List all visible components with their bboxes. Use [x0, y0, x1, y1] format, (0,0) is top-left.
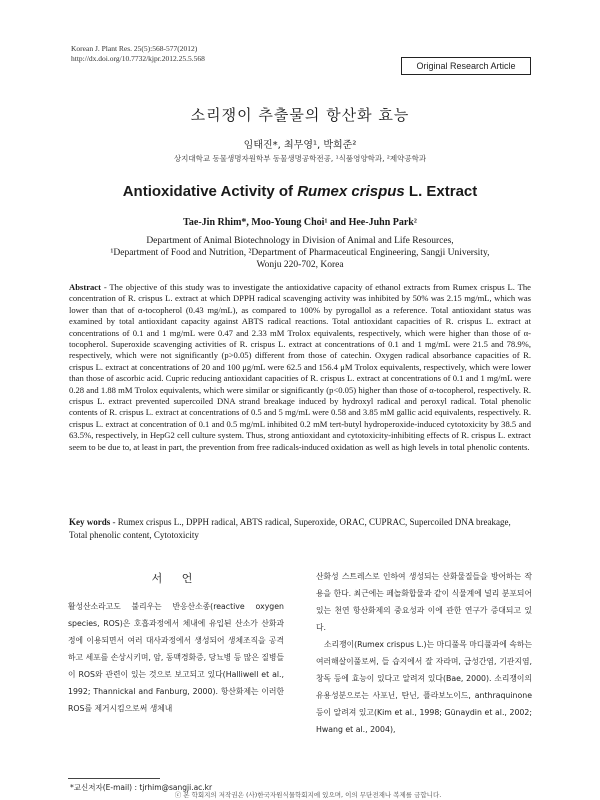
intro-right-paragraph-2: 소리쟁이(Rumex crispus L.)는 마디풀목 마디풀과에 속하는 여러해살이풀로써, 들 습지에서 잘 자라며, 급성간염, 기관지염, 창독 등에 효능이 있다고 알려져 있다(Bae, 2000). 소리쟁이의 유용성분으로는 사포닌, 탄닌, 플라보노이드, anthraquinone 등이 알려져 있고(Kim et al., 1998; Günaydin et al., 2002; Hwang et al., 2004),: [316, 640, 532, 734]
journal-doi[interactable]: http://dx.doi.org/10.7732/kjpr.2012.25.5.568: [71, 54, 205, 63]
journal-citation: Korean J. Plant Res. 25(5):568-577(2012): [71, 44, 198, 53]
article-type-badge: Original Research Article: [401, 57, 531, 75]
intro-left-column: 활성산소라고도 불리우는 반응산소종(reactive oxygen species, ROS)은 호흡과정에서 체내에 유입된 산소가 산화과정에 이용되면서 여러 대사과정에서 생성되어 생체조직을 공격하고 세포를 손상시키며, 암, 동맥경화증, 당뇨병 등 많은 질병들이 ROS와 관련이 있는 것으로 보고되고 있다(Halliwell et al., 1992; Thannickal and Fanburg, 2000). 항산화제는 이러한 ROS를 제거시킴으로써 생체내: [68, 602, 284, 713]
english-title-species: Rumex crispus: [297, 183, 405, 200]
abstract-label: Abstract: [69, 282, 101, 292]
keywords-text: - Rumex crispus L., DPPH radical, ABTS radical, Superoxide, ORAC, CUPRAC, Supercoiled DNA breakage, Total phenolic content, Cytotoxicity: [69, 517, 511, 540]
english-title-post: L. Extract: [404, 183, 478, 200]
english-authors: Tae-Jin Rhim*, Moo-Young Choi¹ and Hee-Juhn Park²: [183, 217, 417, 228]
korean-authors: 임태진*, 최무영¹, 박희준²: [243, 140, 357, 151]
english-affiliation: [40, 235, 560, 271]
footnote-divider: [68, 778, 160, 779]
abstract: [69, 282, 531, 453]
section-heading-introduction: 서 언: [151, 572, 201, 585]
english-affiliation-line3: Wonju 220-702, Korea: [256, 260, 344, 270]
intro-right-paragraph-1: 산화성 스트레스로 인하여 생성되는 산화물질들을 방어하는 작용을 한다. 최근에는 페놀화합물과 같이 식물계에 널리 분포되어 있는 천연 항산화제의 중요성과 이에 관한 연구가 증대되고 있다.: [316, 572, 532, 632]
english-affiliation-line2: ¹Department of Food and Nutrition, ²Department of Pharmaceutical Engineering, Sangji University,: [110, 248, 490, 258]
english-title: [40, 183, 560, 200]
copyright-notice: ⓒ 본 학회지의 저작권은 (사)한국자원식물학회지에 있으며, 이의 무단전재나 복제를 금합니다.: [174, 791, 442, 799]
journal-citation-block: [71, 44, 205, 64]
korean-affiliation: 상지대학교 동물생명자원학부 동물생명공학전공, ¹식품영양학과, ²제약공학과: [173, 154, 427, 163]
abstract-text: - The objective of this study was to investigate the antioxidative capacity of ethanol extracts from Rumex crispus L. The concentration of R. crispus L. extract at which DPPH radical scavenging activity was inhibited by 50% was 2.15 mg/mL, which was lower than that of α-tocopherol (0.43 mg/mL), as compared to 100% by pyrogallol as a reference. Total antioxidant status was examined by total antioxidant capacity against ABTS radical reactions. Total antioxidant capacities of R. crispus L. extract at concentrations of 0.1 and 1 mg/mL were 0.47 and 2.33 mM Trolox equivalents, respectively, which were higher than those of α-tocopherol. Superoxide scavenging activities of R. crispus L. extract at concentrations of 0.1 and 1 mg/mL were 21.5 and 78.9%, respectively, which were not significantly (p>0.05) different from those of catechin. Oxygen radical absorbance capacities of R. crispus L. extract at concentrations of 20 and 100 μg/mL were 62.5 and 156.4 μM Trolox equivalents, respectively, which were lower than those of ascorbic acid. Cupric reducing antioxidant capacities of R. crispus L. extract at concentrations of 0.1 and 1 mg/mL were 0.28 and 1.88 mM Trolox equivalents, which were similar or significantly (p<0.05) higher than those of α-tocopherol, respectively. R. crispus L. extract prevented supercoiled DNA strand breakage induced by hydroxyl radical and peroxyl radical. Total phenolic contents of R. crispus L. extract at concentrations of 0.5 and 5 mg/mL were 0.58 and 3.85 mM gallic acid equivalents, respectively. R. crispus L. extract at concentration of 0.1 and 0.5 mg/mL inhibited 0.2 mM tert-butyl hydroperoxide-induced cytotoxicity by 38.5 and 63.5%, respectively, in HepG2 cell culture system. Thus, strong antioxidant and cytotoxicity-inhibiting effects of R. crispus L. extract seem to be due to, at least in part, the prevention from free radicals-induced oxidation as well as high levels in total phenolic contents.: [69, 282, 531, 452]
corresponding-author-footnote: *교신저자(E-mail) : tjrhim@sangji.ac.kr: [70, 783, 213, 792]
english-title-pre: Antioxidative Activity of: [122, 183, 298, 200]
intro-right-column: [316, 568, 532, 738]
keywords: [69, 516, 531, 542]
keywords-label: Key words: [69, 517, 111, 527]
english-affiliation-line1: Department of Animal Biotechnology in Division of Animal and Life Resources,: [146, 236, 454, 246]
korean-title: 소리쟁이 추출물의 항산화 효능: [190, 106, 410, 124]
